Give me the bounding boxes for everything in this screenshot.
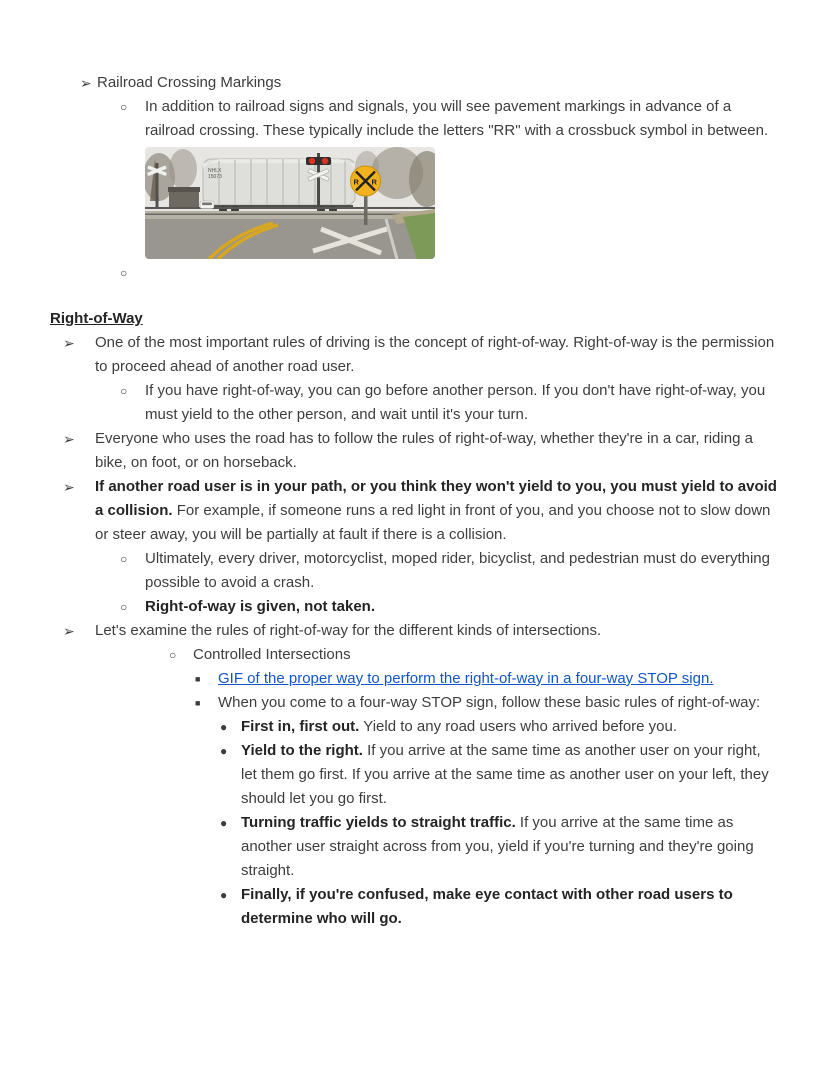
list-item-controlled-intersections bbox=[50, 643, 778, 667]
list-bullet-arrow: ➢ bbox=[63, 479, 75, 495]
list-item-rule-eye-contact bbox=[50, 883, 778, 931]
list-item-text bbox=[95, 478, 777, 543]
list-bullet-arrow: ➢ bbox=[63, 431, 75, 447]
list-item-railroad-title bbox=[50, 71, 778, 95]
section-railroad-crossing-markings bbox=[50, 71, 778, 285]
list-item-lets-examine bbox=[50, 619, 778, 643]
list-bullet-dot: ● bbox=[220, 720, 228, 734]
list-item-text: Let's examine the rules of right-of-way for the different kinds of intersections. bbox=[95, 622, 602, 639]
list-item-given-not-taken bbox=[50, 595, 778, 619]
bold-lead-in: Right-of-way is given, not taken. bbox=[145, 598, 376, 615]
bold-lead-in: First in, first out. bbox=[241, 718, 360, 735]
photo-shed bbox=[168, 187, 200, 207]
list-item-text bbox=[241, 814, 754, 879]
list-item-empty-bullet bbox=[50, 261, 778, 285]
list-item-rule-first-in-first-out bbox=[50, 715, 778, 739]
regular-continuation: Yield to any road users who arrived before you. bbox=[359, 718, 678, 735]
list-bullet-square: ■ bbox=[195, 674, 201, 684]
regular-continuation: If you arrive at the same time as another user straight across from you, yield if you're turning and they're going straight. bbox=[241, 814, 754, 879]
bold-lead-in: Turning traffic yields to straight traffic. bbox=[241, 814, 516, 831]
list-item-yield-to-avoid-collision bbox=[50, 475, 778, 547]
photo-train-car bbox=[203, 159, 355, 214]
list-bullet-dot: ● bbox=[220, 744, 228, 758]
section-heading: Right-of-Way bbox=[50, 310, 143, 327]
photo-car-number: 15073 bbox=[208, 174, 222, 180]
list-bullet-arrow: ➢ bbox=[63, 623, 75, 639]
list-bullet-circle: ○ bbox=[120, 100, 128, 114]
list-item-avoid-crash bbox=[50, 547, 778, 595]
list-item-text: If you have right-of-way, you can go before another person. If you don't have right-of-way, you must yield to the other person, and wait until it's your turn. bbox=[145, 382, 766, 423]
section-right-of-way bbox=[50, 307, 778, 931]
photo-road bbox=[145, 207, 435, 259]
list-item-everyone-follows bbox=[50, 427, 778, 475]
list-item-text: One of the most important rules of driving is the concept of right-of-way. Right-of-way is the permission to proceed ahead of another road user. bbox=[95, 334, 775, 375]
list-bullet-square: ■ bbox=[195, 698, 201, 708]
list-item-four-way-intro bbox=[50, 691, 778, 715]
photo-car-reporting-mark: NHLX bbox=[208, 168, 222, 174]
photo-car bbox=[200, 201, 214, 209]
list-bullet-circle: ○ bbox=[120, 552, 128, 566]
list-bullet-arrow: ➢ bbox=[80, 75, 92, 91]
photo-sign-letter-r-right: R bbox=[371, 177, 377, 187]
list-bullet-circle: ○ bbox=[120, 384, 128, 398]
list-item-text: Controlled Intersections bbox=[193, 646, 351, 663]
list-bullet-dot: ● bbox=[220, 816, 228, 830]
list-item-text: Everyone who uses the road has to follow the rules of right-of-way, whether they're in a car, riding a bike, on foot, or on horseback. bbox=[95, 430, 753, 471]
list-bullet-circle: ○ bbox=[120, 266, 128, 280]
list-item-row-intro bbox=[50, 331, 778, 379]
list-item-text: Ultimately, every driver, motorcyclist, moped rider, bicyclist, and pedestrian must do everything possible to avoid a crash. bbox=[145, 550, 770, 591]
list-item-text bbox=[241, 886, 733, 927]
regular-continuation: For example, if someone runs a red light in front of you, and you choose not to slow down or steer away, you will be partially at fault if there is a collision. bbox=[95, 502, 771, 543]
list-item-text bbox=[241, 742, 769, 807]
list-item-text bbox=[241, 718, 677, 735]
bold-lead-in: Finally, if you're confused, make eye contact with other road users to determine who will go. bbox=[241, 886, 733, 927]
list-item-rule-turning-yields bbox=[50, 811, 778, 883]
list-item-row-have-row bbox=[50, 379, 778, 427]
list-bullet-arrow: ➢ bbox=[63, 335, 75, 351]
list-item-railroad-body bbox=[50, 95, 778, 259]
railroad-crossing-photo-svg bbox=[145, 147, 435, 259]
list-item-gif-link bbox=[50, 667, 778, 691]
list-item-text: When you come to a four-way STOP sign, follow these basic rules of right-of-way: bbox=[218, 694, 761, 711]
photo-sign-letter-r-left: R bbox=[353, 177, 359, 187]
list-item-rule-yield-to-right bbox=[50, 739, 778, 811]
list-item-text bbox=[145, 598, 375, 615]
regular-continuation: If you arrive at the same time as another user on your right, let them go first. If you arrive at the same time as another user on your left, they should let you go first. bbox=[241, 742, 769, 807]
list-bullet-circle: ○ bbox=[120, 600, 128, 614]
gif-link[interactable]: GIF of the proper way to perform the right-of-way in a four-way STOP sign. bbox=[218, 670, 714, 687]
list-item-text bbox=[218, 670, 713, 687]
bold-lead-in: If another road user is in your path, or you think they won't yield to you, you must yield to avoid a collision. bbox=[95, 478, 777, 519]
list-bullet-circle: ○ bbox=[169, 648, 177, 662]
railroad-crossing-image[interactable] bbox=[145, 147, 435, 259]
list-item-text: In addition to railroad signs and signals, you will see pavement markings in advance of a railroad crossing. These typically include the letters "RR" with a crossbuck symbol in between. bbox=[145, 98, 769, 139]
list-item-text: Railroad Crossing Markings bbox=[97, 74, 282, 91]
bold-lead-in: Yield to the right. bbox=[241, 742, 363, 759]
list-bullet-dot: ● bbox=[220, 888, 228, 902]
